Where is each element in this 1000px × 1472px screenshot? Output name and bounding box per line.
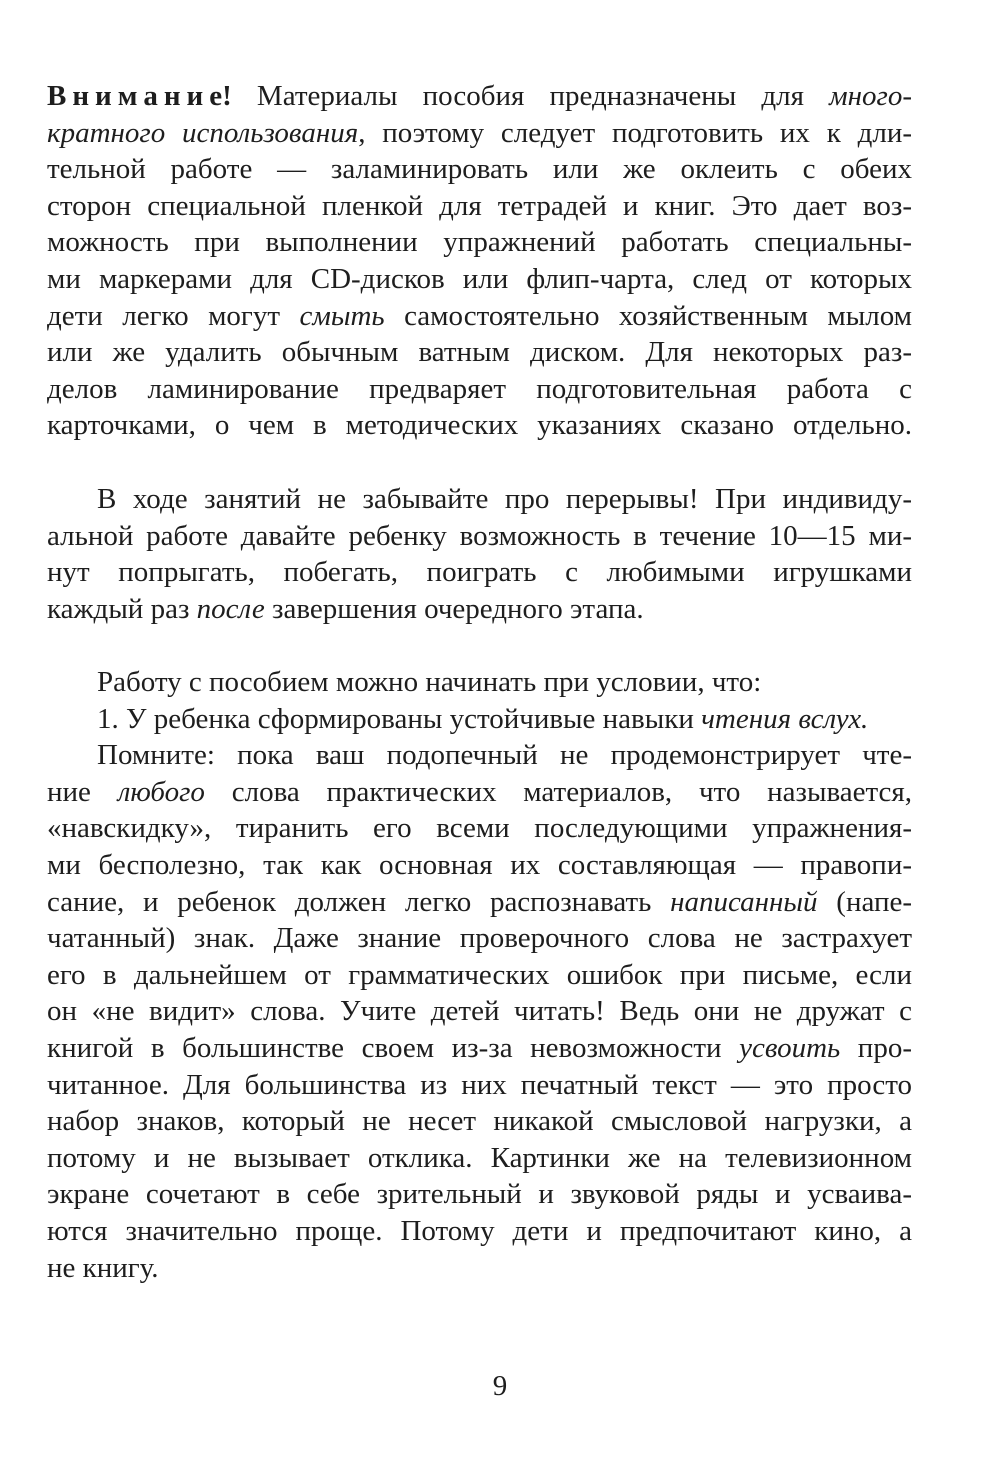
text-span: сание, и ребенок должен легко распознавать (47, 885, 671, 918)
breaks-paragraph (47, 481, 912, 627)
text-line: набор знаков, который не несет никакой смысловой нагрузки, а (47, 1105, 912, 1138)
italic-span: смыть (299, 299, 385, 332)
text-line: он «не видит» слова. Учите детей читать! Ведь они не дружат с (47, 995, 912, 1028)
attention-paragraph (47, 78, 912, 444)
attention-label-end: е! (209, 80, 232, 112)
conditions-intro: Работу с пособием можно начинать при условии, что: (97, 666, 762, 698)
text-line: делов ламинирование предваряет подготовительная работа с (47, 372, 912, 405)
text-line: альной работе давайте ребенку возможность в течение 10—15 ми- (47, 519, 912, 552)
text-line (47, 591, 912, 628)
text-line: тельной работе — заламинировать или же оклеить с обеих (47, 153, 912, 186)
text-line: не книгу. (47, 1251, 159, 1284)
text-line: «навскидку», тиранить его всеми последующими упражнения- (47, 812, 912, 845)
italic-span: много- (829, 80, 912, 112)
text-span: дети легко могут (47, 299, 300, 332)
text-span: (напе- (817, 885, 913, 918)
text-span: завершения очередного этапа. (264, 592, 644, 625)
text-line (47, 298, 912, 335)
page-number: 9 (492, 1370, 508, 1402)
text-line: его в дальнейшем от грамматических ошибок при письме, если (47, 958, 912, 991)
text-span: 1. У ребенка сформированы устойчивые навыки (97, 702, 702, 735)
italic-span: после (196, 592, 265, 625)
italic-span: кратного использования (47, 116, 359, 149)
text-span: самостоятельно хозяйственным мылом (384, 299, 912, 332)
italic-span: чтения вслух. (701, 702, 869, 735)
text-span: про- (840, 1031, 912, 1064)
text-line: В ходе занятий не забывайте про перерывы! При индивиду- (97, 483, 912, 515)
text-line (47, 115, 912, 152)
text-line: ми маркерами для CD-дисков или флип-чарта, след от которых (47, 262, 912, 295)
italic-span: написанный (670, 885, 818, 918)
text-line: можность при выполнении упражнений работать специальны- (47, 226, 912, 259)
conditions-section (47, 664, 912, 1286)
attention-label: Внимани (47, 80, 210, 112)
italic-span: любого (117, 775, 205, 808)
text-span: , поэтому следует подготовить их к дли- (358, 116, 912, 149)
text-span: Материалы пособия предназначены для (231, 80, 830, 112)
text-line: карточками, о чем в методических указаниях сказано отдельно. (47, 409, 912, 442)
text-line: ми бесполезно, так как основная их составляющая — правопи- (47, 848, 912, 881)
text-line: Помните: пока ваш подопечный не продемонстрирует чте- (97, 739, 912, 772)
text-span: книгой в большинстве своем из-за невозможности (47, 1031, 740, 1064)
text-span: каждый раз (47, 592, 197, 625)
text-line: ются значительно проще. Потому дети и предпочитают кино, а (47, 1214, 912, 1247)
text-line (47, 774, 912, 811)
text-line: нут попрыгать, побегать, поиграть с любимыми игрушками (47, 556, 912, 589)
text-line (47, 1030, 912, 1067)
text-span: слова практических материалов, что называется, (204, 775, 912, 808)
text-line: сторон специальной пленкой для тетрадей и книг. Это дает воз- (47, 189, 912, 222)
text-line: или же удалить обычным ватным диском. Для некоторых раз- (47, 336, 912, 369)
text-span: ние (47, 775, 118, 808)
text-line: экране сочетают в себе зрительный и звуковой ряды и усваива- (47, 1178, 912, 1211)
text-line: читанное. Для большинства из них печатный текст — это просто (47, 1068, 912, 1101)
condition-item-1 (47, 701, 912, 738)
text-line: чатанный) знак. Даже знание проверочного слова не застрахует (47, 922, 912, 955)
text-line: потому и не вызывает отклика. Картинки же на телевизионном (47, 1141, 912, 1174)
text-line (47, 78, 912, 115)
italic-span: усвоить (739, 1031, 841, 1064)
text-line (47, 884, 912, 921)
